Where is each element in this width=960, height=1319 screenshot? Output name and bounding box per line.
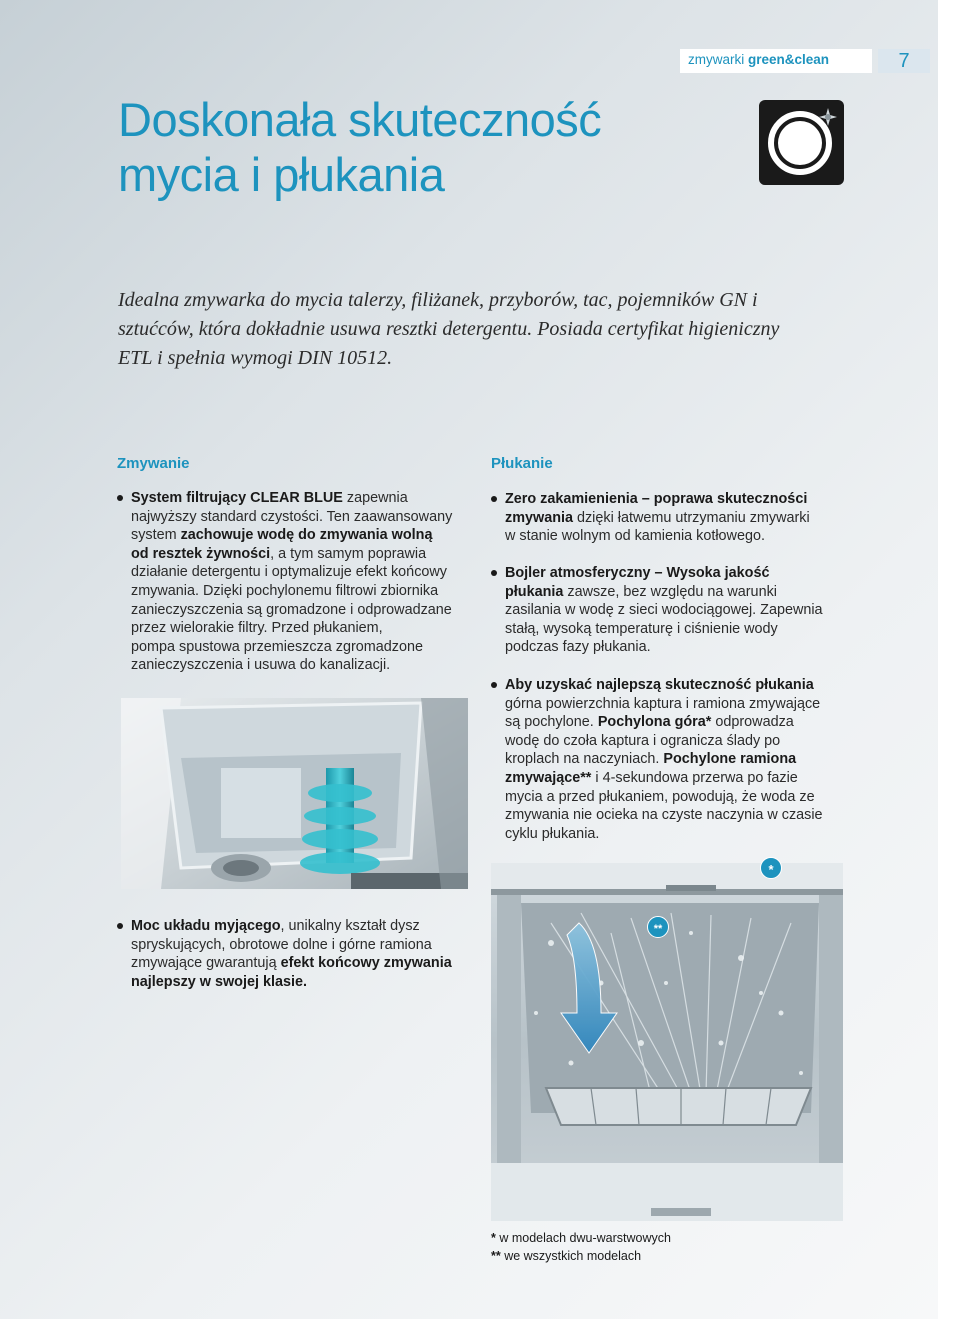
bullet-dot — [491, 496, 497, 502]
bullet-dot — [117, 495, 123, 501]
bullet-dot — [491, 570, 497, 576]
rinsing-heading: Płukanie — [491, 455, 553, 472]
title-line: Doskonała skuteczność — [118, 93, 602, 146]
dishwasher-photo — [491, 863, 843, 1221]
page-edge — [938, 0, 960, 1319]
ring-sparkle-icon — [759, 100, 844, 185]
page-number: 7 — [878, 49, 930, 73]
bullet-dot — [117, 923, 123, 929]
washing-bullet-power: Moc układu myjącego, unikalny kształt dysz spryskujących, obrotowe dolne i górne ramiona zmywające gwarantują efekt końcowy zmywania najlepszy w swojej klasie. — [131, 917, 452, 991]
header-brand: zmywarki green&clean — [688, 52, 830, 67]
washing-bullet-filter: System filtrujący CLEAR BLUE zapewnia najwyższy standard czystości. Ten zaawansowany system zachowuje wodę do zmywania wolną od resztek żywności, a tym samym poprawia działanie detergentu i optymalizuje efekt końcowy zmywania. Dzięki pochylonemu filtrowi zbiornika zanieczyszczenia są gromadzone i odprowadzane przez wielorakie filtry. Przed płukaniem, pompa spustowa przemieszcza zgromadzone zanieczyszczenia i usuwa do kanalizacji. — [131, 489, 452, 675]
washing-heading: Zmywanie — [117, 455, 190, 472]
intro-paragraph: Idealna zmywarka do mycia talerzy, filiżanek, przyborów, tac, pojemników GN i sztućców, która dokładnie usuwa resztki detergentu. Posiada certyfikat higieniczny ETL i spełnia wymogi DIN 10512. — [118, 289, 780, 369]
rinsing-bullet-scale: Zero zakamienienia – poprawa skuteczności zmywania dzięki łatwemu utrzymaniu zmywarki w stanie wolnym od kamienia kotłowego. — [505, 490, 810, 546]
title-line: mycia i płukania — [118, 148, 445, 201]
page-title — [118, 92, 601, 202]
footnote-single: * w modelach dwu-warstwowych — [491, 1231, 671, 1245]
footnote-double: ** we wszystkich modelach — [491, 1249, 642, 1263]
single-asterisk-badge: * — [760, 857, 782, 879]
rinsing-bullet-boiler: Bojler atmosferyczny – Wysoka jakość płukania zawsze, bez względu na warunki zasilania w wodę z sieci wodociągowej. Zapewnia stałą, wysoką temperaturę i ciśnienie wody podczas fazy płukania. — [505, 564, 823, 657]
bullet-dot — [491, 682, 497, 688]
rinsing-bullet-hood: Aby uzyskać najlepszą skuteczność płukania górna powierzchnia kaptura i ramiona zmywające są pochylone. Pochylona góra* odprowadza wodę do czoła kaptura i ogranicza ślady po kroplach na naczyniach. Pochylone ramiona zmywające** i 4-sekundowa przerwa po fazie mycia a przed płukaniem, powodują, że woda ze zmywania nie ocieka na czyste naczynia w czasie cyklu płukania. — [505, 676, 823, 843]
filter-photo — [121, 698, 468, 889]
double-asterisk-badge: ** — [647, 916, 669, 938]
